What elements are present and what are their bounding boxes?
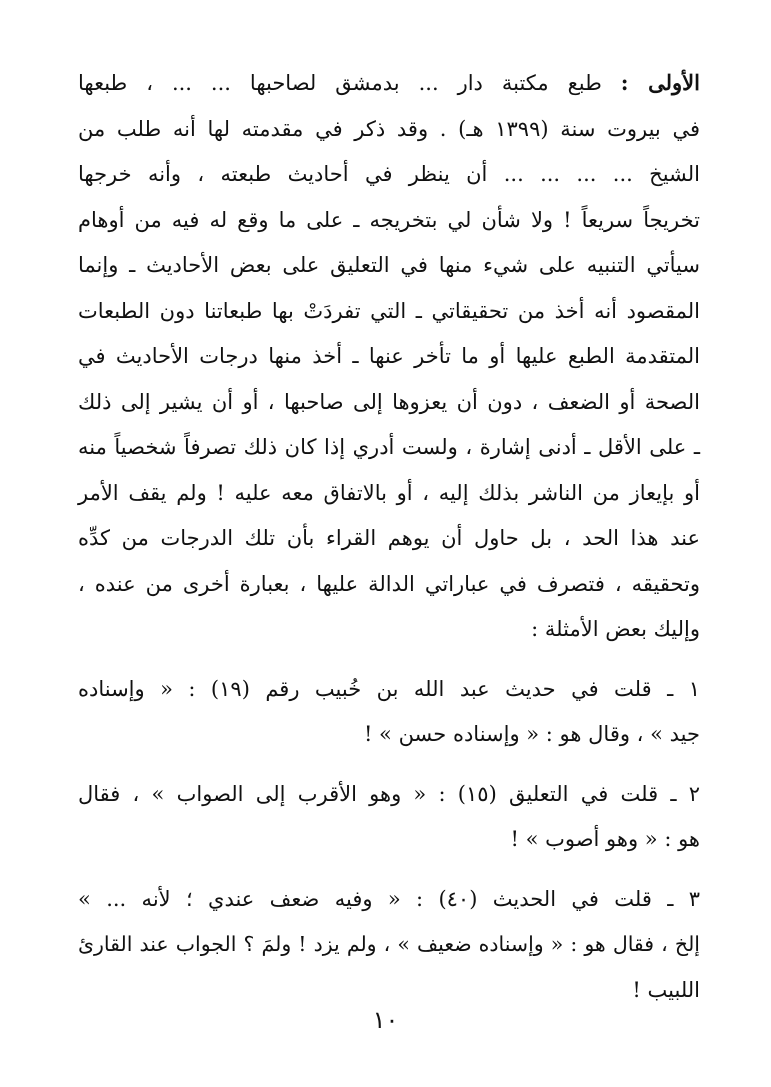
- text-line: ١ ـ قلت في حديث عبد الله بن خُبيب رقم (١٩) : « وإسناده: [78, 676, 700, 701]
- example-2-paragraph: [78, 772, 700, 863]
- text-line: جيد » ، وقال هو : « وإسناده حسن » !: [363, 722, 700, 746]
- text-line: هو : « وهو أصوب » !: [510, 827, 700, 851]
- text-line: [78, 60, 700, 107]
- example-1-paragraph: [78, 667, 700, 758]
- text-line: تخريجاً سريعاً ! ولا شأن لي بتخريجه ـ على ما وقع له فيه من أوهام: [78, 207, 700, 232]
- text-line: وتحقيقه ، فتصرف في عباراتي الدالة عليها ، بعبارة أخرى من عنده ،: [78, 571, 700, 596]
- text-line: اللبيب !: [632, 977, 700, 1002]
- text-line: أو بإيعاز من الناشر بذلك إليه ، أو بالاتفاق معه عليه ! ولم يقف الأمر: [78, 480, 700, 505]
- page-body: [78, 60, 700, 1013]
- example-3-paragraph: [78, 877, 700, 1014]
- paragraph-gap: [78, 758, 700, 772]
- text-line: المتقدمة الطبع عليها أو ما تأخر عنها ـ أخذ منها درجات الأحاديث في: [78, 344, 700, 368]
- text-line: إلخ ، فقال هو : « وإسناده ضعيف » ، ولم يزد ! ولمَ ؟ الجواب عند القارئ: [78, 932, 700, 956]
- text-line: وإليك بعض الأمثلة :: [531, 617, 700, 641]
- text-line: عند هذا الحد ، بل حاول أن يوهم القراء بأن تلك الدرجات من كدِّه: [78, 526, 700, 550]
- paragraph-gap: [78, 863, 700, 877]
- paragraph-gap: [78, 653, 700, 667]
- line-text: طبع مكتبة دار ... بدمشق لصاحبها ... ... ، طبعها: [78, 71, 621, 95]
- text-line: الشيخ ... ... ... ... أن ينظر في أحاديث طبعته ، وأنه خرجها: [78, 162, 700, 186]
- page-number: ١٠: [372, 1006, 399, 1034]
- text-line: ـ على الأقل ـ أدنى إشارة ، ولست أدري إذا كان ذلك تصرفاً شخصياً منه: [78, 435, 700, 459]
- lead-word: الأولى :: [620, 70, 700, 95]
- text-line: الصحة أو الضعف ، دون أن يعزوها إلى صاحبها ، أو أن يشير إلى ذلك: [78, 389, 700, 414]
- text-line: المقصود أنه أخذ من تحقيقاتي ـ التي تفردَتْ بها طبعاتنا دون الطبعات: [78, 298, 700, 323]
- text-line: ٢ ـ قلت في التعليق (١٥) : « وهو الأقرب إلى الصواب » ، فقال: [78, 781, 700, 806]
- text-line: سيأتي التنبيه على شيء منها في التعليق على بعض الأحاديث ـ وإنما: [78, 253, 700, 277]
- text-line: ٣ ـ قلت في الحديث (٤٠) : « وفيه ضعف عندي ؛ لأنه ... »: [78, 886, 700, 911]
- intro-paragraph: [78, 60, 700, 653]
- text-line: في بيروت سنة (١٣٩٩ هـ) . وقد ذكر في مقدمته لها أنه طلب من: [78, 116, 700, 141]
